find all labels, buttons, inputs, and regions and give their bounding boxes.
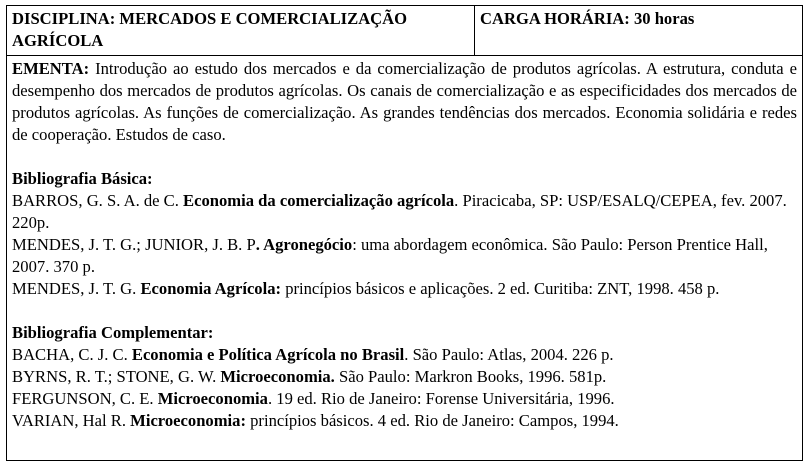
syllabus-table [6,5,803,461]
complementary-ref: BYRNS, R. T.; STONE, G. W. Microeconomia. São Paulo: Markron Books, 1996. 581p. [12,367,607,386]
basic-bibliography-heading: Bibliografia Básica: [12,169,153,188]
spacer [12,300,797,322]
ementa-label: EMENTA: [12,59,90,78]
basic-ref: BARROS, G. S. A. de C. Economia da comercialização agrícola. Piracicaba, SP: USP/ESALQ/CEPEA, fev. 2007. 220p. [12,191,787,232]
spacer [12,146,797,168]
complementary-ref: FERGUNSON, C. E. Microeconomia. 19 ed. Rio de Janeiro: Forense Universitária, 1996. [12,389,615,408]
content-row [7,56,803,461]
complementary-bibliography-heading: Bibliografia Complementar: [12,323,214,342]
basic-ref: MENDES, J. T. G.; JUNIOR, J. B. P. Agronegócio: uma abordagem econômica. São Paulo: Person Prentice Hall, 2007. 370 p. [12,235,768,276]
header-row [7,6,803,56]
workload-label: CARGA HORÁRIA: 30 horas [475,6,803,56]
discipline-title: DISCIPLINA: MERCADOS E COMERCIALIZAÇÃO AGRÍCOLA [7,6,475,56]
basic-ref: MENDES, J. T. G. Economia Agrícola: princípios básicos e aplicações. 2 ed. Curitiba: ZNT, 1998. 458 p. [12,279,720,298]
ementa-text: Introdução ao estudo dos mercados e da comercialização de produtos agrícolas. A estrutura, conduta e desempenho dos mercados de produtos agrícolas. Os canais de comercialização e as especificidades dos mercados de produtos agrícolas. As funções de comercialização. As grandes tendências dos mercados. Economia solidária e redes de cooperação. Estudos de caso. [12,59,797,144]
complementary-ref: VARIAN, Hal R. Microeconomia: princípios básicos. 4 ed. Rio de Janeiro: Campos, 1994. [12,411,619,430]
complementary-ref: BACHA, C. J. C. Economia e Política Agrícola no Brasil. São Paulo: Atlas, 2004. 226 p. [12,345,614,364]
content-cell [7,56,803,461]
ementa-paragraph [12,58,797,146]
course-syllabus [6,5,803,451]
